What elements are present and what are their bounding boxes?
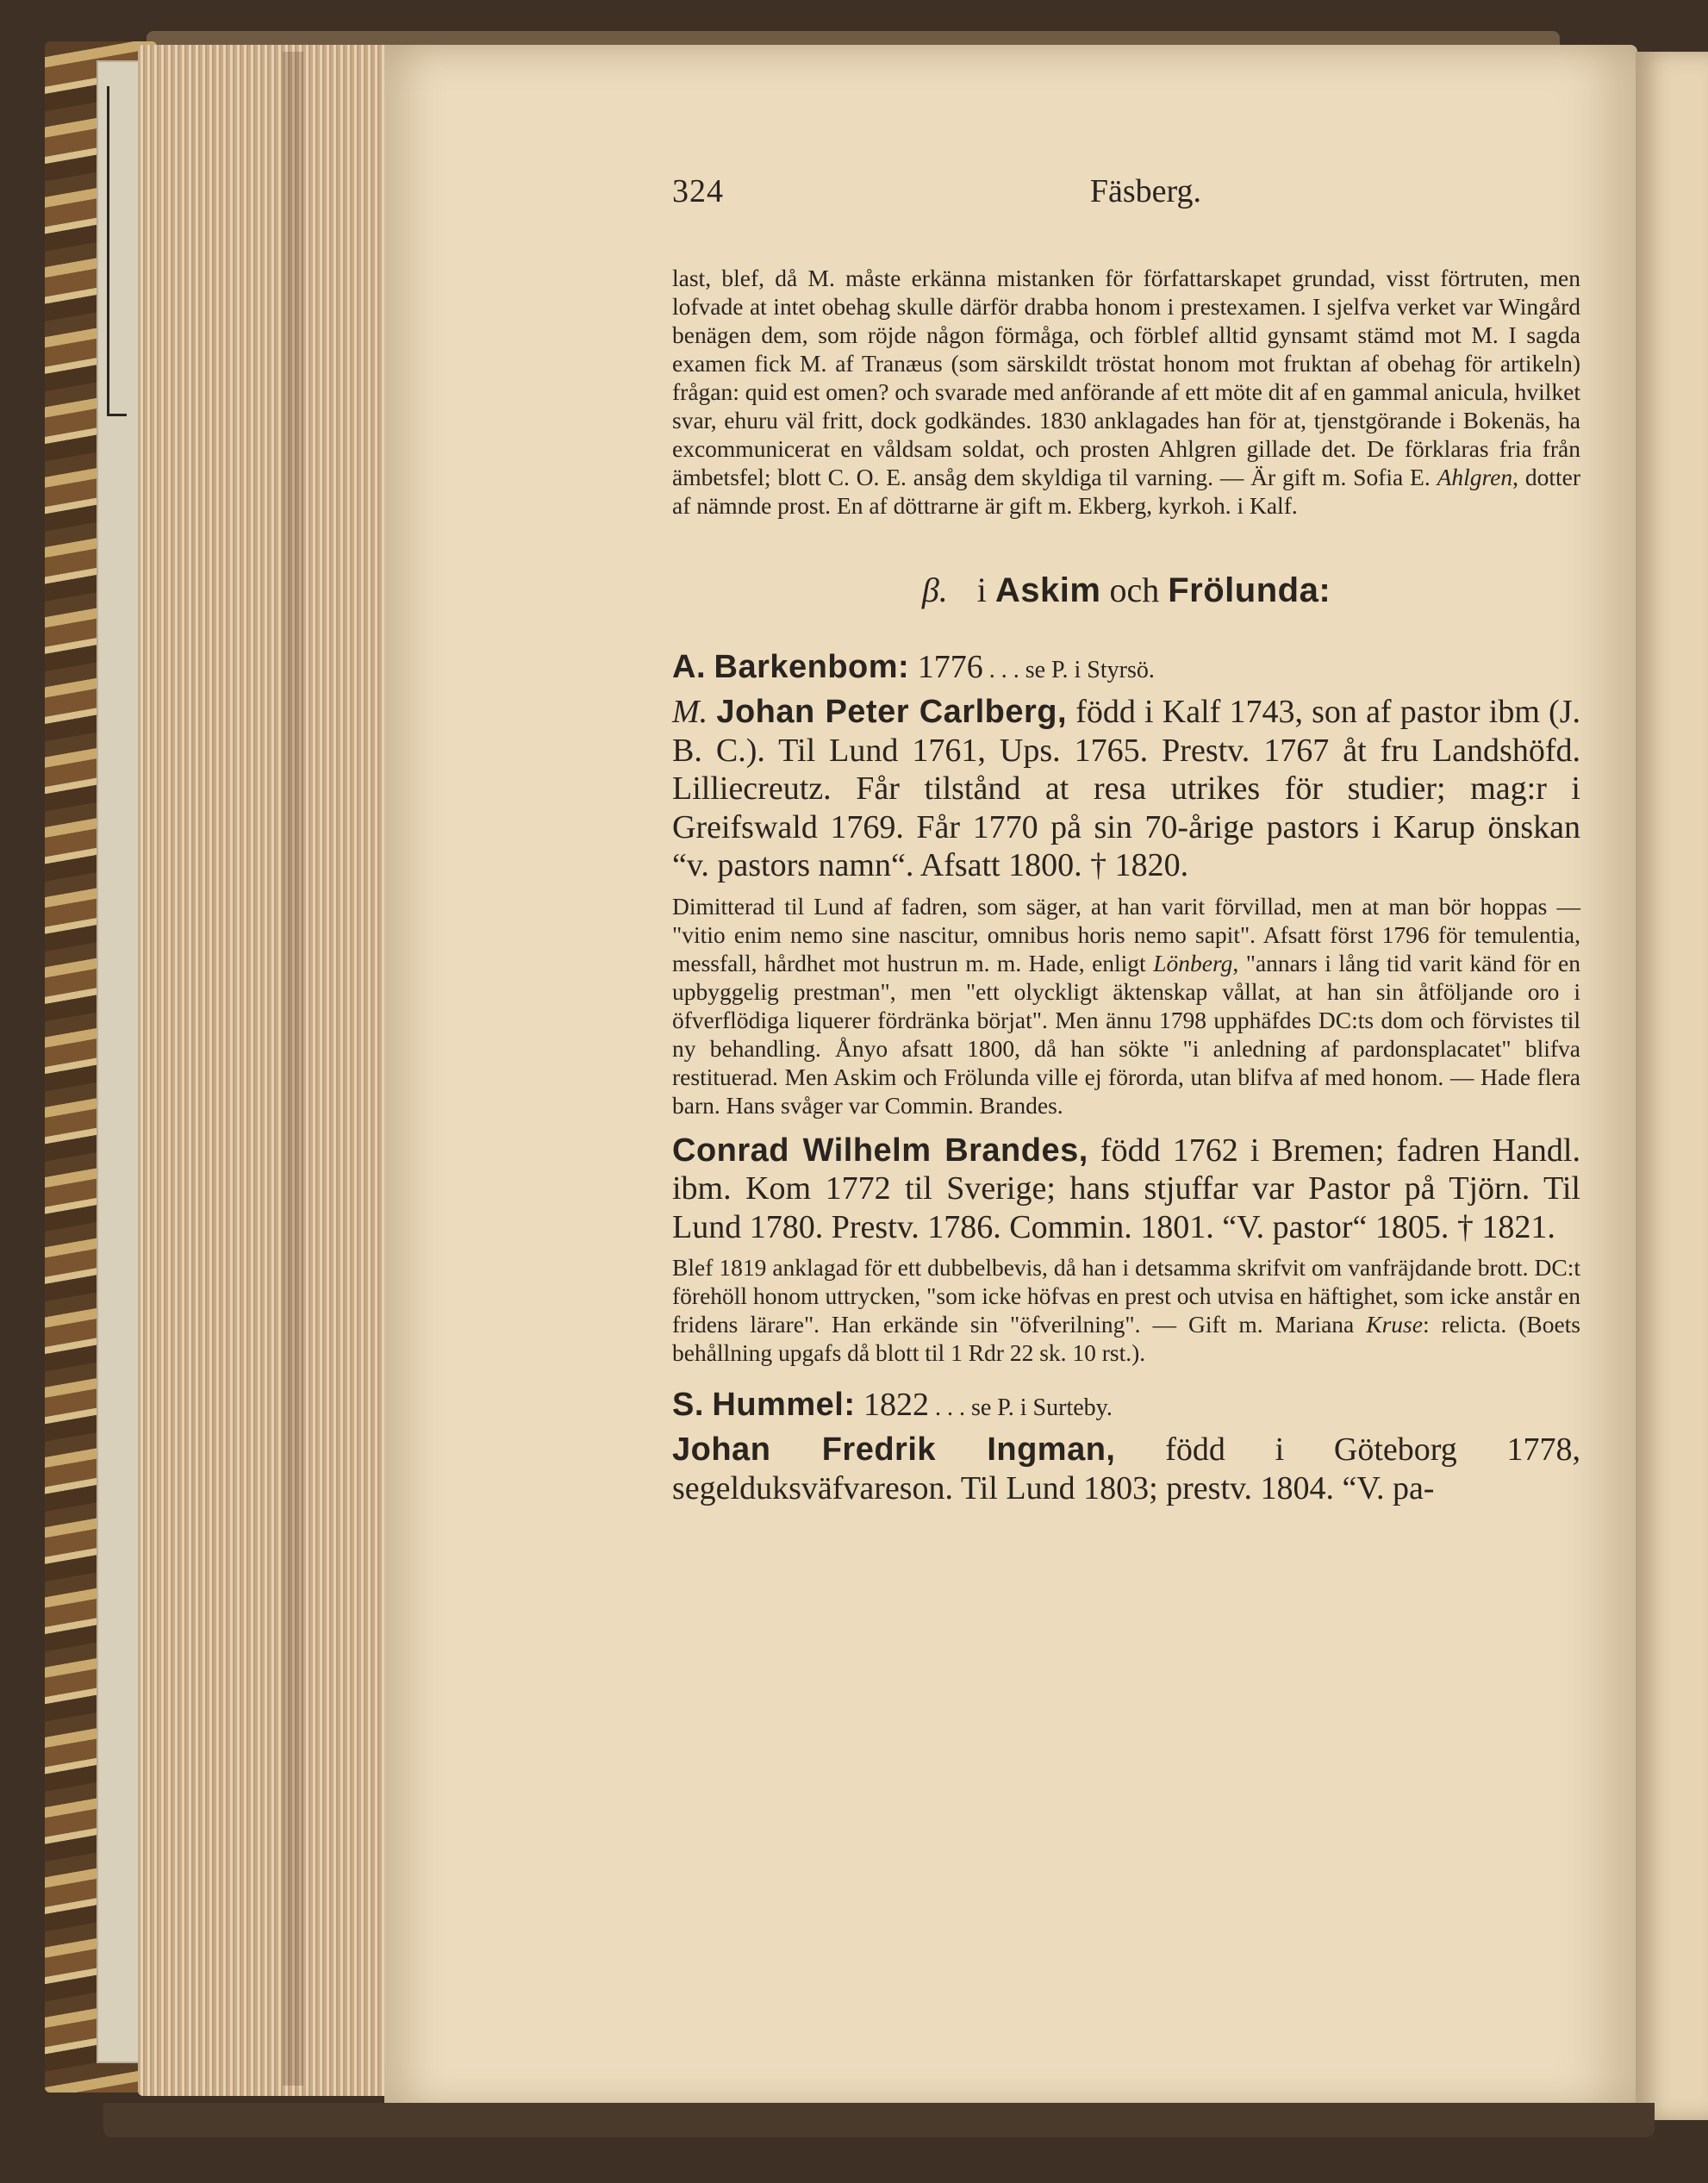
note-text-1: Dimitterad til Lund af fadren, som säger, at han varit förvillad, men at man bör hoppas — "vitio enim nemo sine nascitur, omnibus horis nemo sapit". Afsatt först 1796 för temulentia, messfall, hårdhet mot hustrun m. m. Hade, enligt xyxy=(672,892,1580,976)
note-italic-name: Lönberg xyxy=(1153,949,1233,976)
page-header xyxy=(672,172,1580,210)
entry-prefix: M. xyxy=(672,694,708,730)
entry-name: Hummel: xyxy=(712,1387,856,1423)
entry-carlberg xyxy=(672,693,1580,885)
entry-body: född i Kalf 1743, son af pastor ibm (J. B. C.). Til Lund 1761, Ups. 1765. Prestv. 1767 åt fru Landshöfd. Lilliecreutz. Får tilstånd at resa utrikes för studier; mag:r i Greifswald 1769. Får 1770 på sin 70-årige pastors i Karup önskan “v. pastors namn“. Afsatt 1800. † 1820. xyxy=(672,694,1581,883)
entry-ref: . . . se P. i Styrsö. xyxy=(982,657,1155,683)
opening-text-1: last, blef, då M. måste erkänna mistanken för författarskapet grundad, visst förtruten, men lofvade at intet obehag skulle därför drabba honom i prestexamen. I sjelfva verket var Wingård benägen dem, som röjde någon förmåga, och förblef alltid gynsamt stämd mot M. I sagda examen fick M. af Tranæus (som särskildt tröstat honom mot fruktan af obehag för artikeln) frågan: quid est omen? och svarade med anförande af ett möte dit af en gammal anicula, hvilket svar, ehuru väl fritt, dock godkändes. 1830 anklagades han för at, tjenstgörande i Bokenäs, ha excommunicerat en våldsam soldat, och prosten Ahlgren gillade det. De förklaras fria från ämbetsfel; blott C. O. E. ansåg dem skyldiga til varning. — Är gift m. Sofia E. xyxy=(672,265,1580,490)
entry-prefix: A. xyxy=(672,649,706,685)
entry-prefix: S. xyxy=(672,1387,704,1423)
note-text-1: Blef 1819 anklagad för ett dubbelbevis, då han i detsamma skrifvit om vanfräjdande brott. DC:t förehöll honom uttrycken, "som icke höfvas en prest och utvisa en häftighet, som icke anstår en fridens lärare". Han erkände sin "öfverilning". — Gift m. Mariana xyxy=(672,1254,1580,1338)
page-text xyxy=(672,172,1580,1507)
entry-name: Barkenbom: xyxy=(714,649,910,685)
entry-brandes-note xyxy=(672,1253,1580,1367)
entry-name: Conrad Wilhelm Brandes, xyxy=(672,1132,1088,1169)
section-prefix: i xyxy=(976,571,987,609)
endpaper-mark xyxy=(107,86,127,416)
entry-ref: . . . se P. i Surteby. xyxy=(928,1394,1113,1421)
entry-carlberg-note xyxy=(672,892,1580,1120)
entry-name: Johan Fredrik Ingman, xyxy=(672,1431,1116,1468)
entry-year: 1822 xyxy=(855,1387,929,1423)
note-text-2: : relicta. (Boets behållning upgafs då blott til 1 Rdr 22 sk. 10 rst.). xyxy=(672,1311,1580,1366)
entry-hummel xyxy=(672,1386,1580,1424)
entry-body: född i Göteborg 1778, segelduksväfvareson. Til Lund 1803; prestv. 1804. “V. pa- xyxy=(672,1431,1580,1506)
facing-page-edge xyxy=(1636,52,1708,2120)
entry-brandes xyxy=(672,1132,1580,1247)
section-place-2: Frölunda: xyxy=(1168,571,1331,609)
book-bottom-edge xyxy=(103,2103,1655,2137)
opening-italic-name: Ahlgren xyxy=(1437,464,1513,490)
page-stack-shadow xyxy=(283,52,303,2086)
section-conj: och xyxy=(1109,571,1160,609)
entry-barkenbom xyxy=(672,648,1580,686)
entry-ingman xyxy=(672,1431,1580,1507)
section-heading xyxy=(672,570,1580,610)
entry-name: Johan Peter Carlberg, xyxy=(716,694,1068,730)
page-stack-edge xyxy=(138,45,396,2096)
section-greek-letter: β. xyxy=(921,571,948,609)
section-place-1: Askim xyxy=(994,571,1101,609)
entry-year: 1776 xyxy=(909,649,983,685)
running-head: Fäsberg. xyxy=(1089,173,1201,209)
note-italic-name: Kruse xyxy=(1366,1311,1423,1338)
note-text-2: , "annars i lång tid varit känd för en upbyggelig prestman", men "ett olyckligt äktenskap vållat, at han sin åtföljande oro i öfverflödiga liquerer fördränka börjat". Men ännu 1798 upphäfdes DC:ts dom och förvistes til ny behandling. Ånyo afsatt 1800, då han sökte "i anledning af pardonsplacatet" blifva restituerad. Men Askim och Frölunda ville ej förorda, utan blifva af med honom. — Hade flera barn. Hans svåger var Commin. Brandes. xyxy=(672,949,1580,1119)
opening-paragraph xyxy=(672,264,1580,520)
opening-text-2: , dotter af nämnde prost. En af döttrarne är gift m. Ekberg, kyrkoh. i Kalf. xyxy=(672,464,1580,519)
entry-body: född 1762 i Bremen; fadren Handl. ibm. Kom 1772 til Sverige; hans stjuffar var Pastor på Tjörn. Til Lund 1780. Prestv. 1786. Commin. 1801. “V. pastor“ 1805. † 1821. xyxy=(672,1132,1580,1245)
page-number: 324 xyxy=(672,173,724,209)
